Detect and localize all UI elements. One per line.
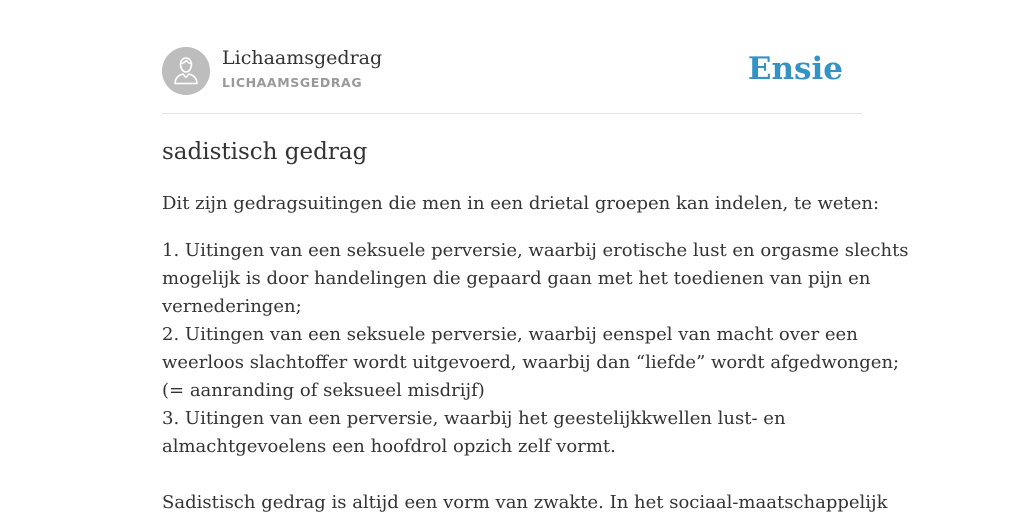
brand-logo[interactable]: Ensie	[747, 51, 843, 87]
article-line: mogelijk is door handelingen die gepaard gaan met het toedienen van pijn en	[162, 268, 871, 289]
user-placeholder-icon[interactable]	[162, 47, 210, 95]
article-body	[162, 237, 909, 461]
article-line: almachtgevoelens een hoofdrol opzich zelf vormt.	[162, 436, 616, 457]
article-closing: Sadistisch gedrag is altijd een vorm van zwakte. In het sociaal-maatschappelijk	[162, 492, 888, 513]
article-line: 2. Uitingen van een seksuele perversie, waarbij eenspel van macht over een	[162, 324, 858, 345]
page-container	[162, 0, 909, 513]
article-intro: Dit zijn gedragsuitingen die men in een drietal groepen kan indelen, te weten:	[162, 193, 880, 214]
article-line: 3. Uitingen van een perversie, waarbij het geestelijkkwellen lust- en	[162, 408, 786, 429]
article-title: sadistisch gedrag	[162, 139, 368, 165]
article-line: weerloos slachtoffer wordt uitgevoerd, waarbij dan “liefde” wordt afgedwongen;	[162, 352, 900, 373]
author-name[interactable]: Lichaamsgedrag	[222, 47, 383, 69]
article-line: 1. Uitingen van een seksuele perversie, waarbij erotische lust en orgasme slechts	[162, 240, 909, 261]
article-line: vernederingen;	[162, 296, 302, 317]
article-line: (= aanranding of seksueel misdrijf)	[162, 380, 485, 401]
author-subtitle[interactable]: LICHAAMSGEDRAG	[222, 75, 363, 90]
header	[162, 0, 862, 114]
